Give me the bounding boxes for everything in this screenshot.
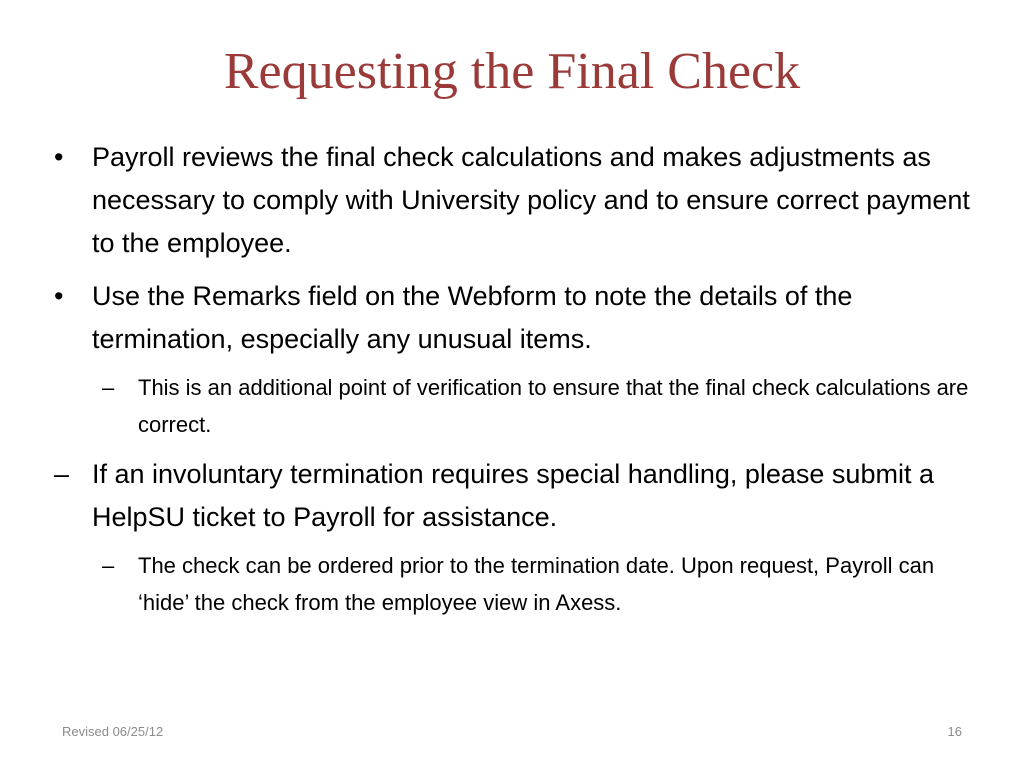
- page-number: 16: [947, 724, 962, 739]
- bullet-remarks-field: [52, 275, 972, 361]
- revised-date: Revised 06/25/12: [62, 724, 164, 739]
- subbullet-text: This is an additional point of verification to ensure that the final check calculations are correct.: [138, 375, 969, 437]
- bullet-text: If an involuntary termination requires special handling, please submit a HelpSU ticket to Payroll for assistance.: [92, 459, 934, 532]
- bullet-text: Use the Remarks field on the Webform to note the details of the termination, especially any unusual items.: [92, 281, 853, 354]
- subbullet-text: The check can be ordered prior to the termination date. Upon request, Payroll can ‘hide’ the check from the employee view in Axess.: [138, 553, 935, 615]
- slide-title: Requesting the Final Check: [223, 43, 801, 100]
- bullet-marker: •: [54, 142, 64, 172]
- dash-marker: –: [102, 553, 115, 578]
- bullet-payroll-reviews: [52, 136, 972, 265]
- bullet-marker: •: [54, 281, 64, 311]
- slide-body: [52, 136, 972, 621]
- subbullet-verification: [52, 369, 972, 443]
- bullet-text: Payroll reviews the final check calculations and makes adjustments as necessary to comply with University policy and to ensure correct payment to the employee.: [92, 142, 970, 258]
- dash-marker: –: [54, 459, 70, 489]
- dash-marker: –: [102, 375, 115, 400]
- bullet-involuntary-termination: [52, 453, 972, 539]
- subbullet-check-ordered: [52, 547, 972, 621]
